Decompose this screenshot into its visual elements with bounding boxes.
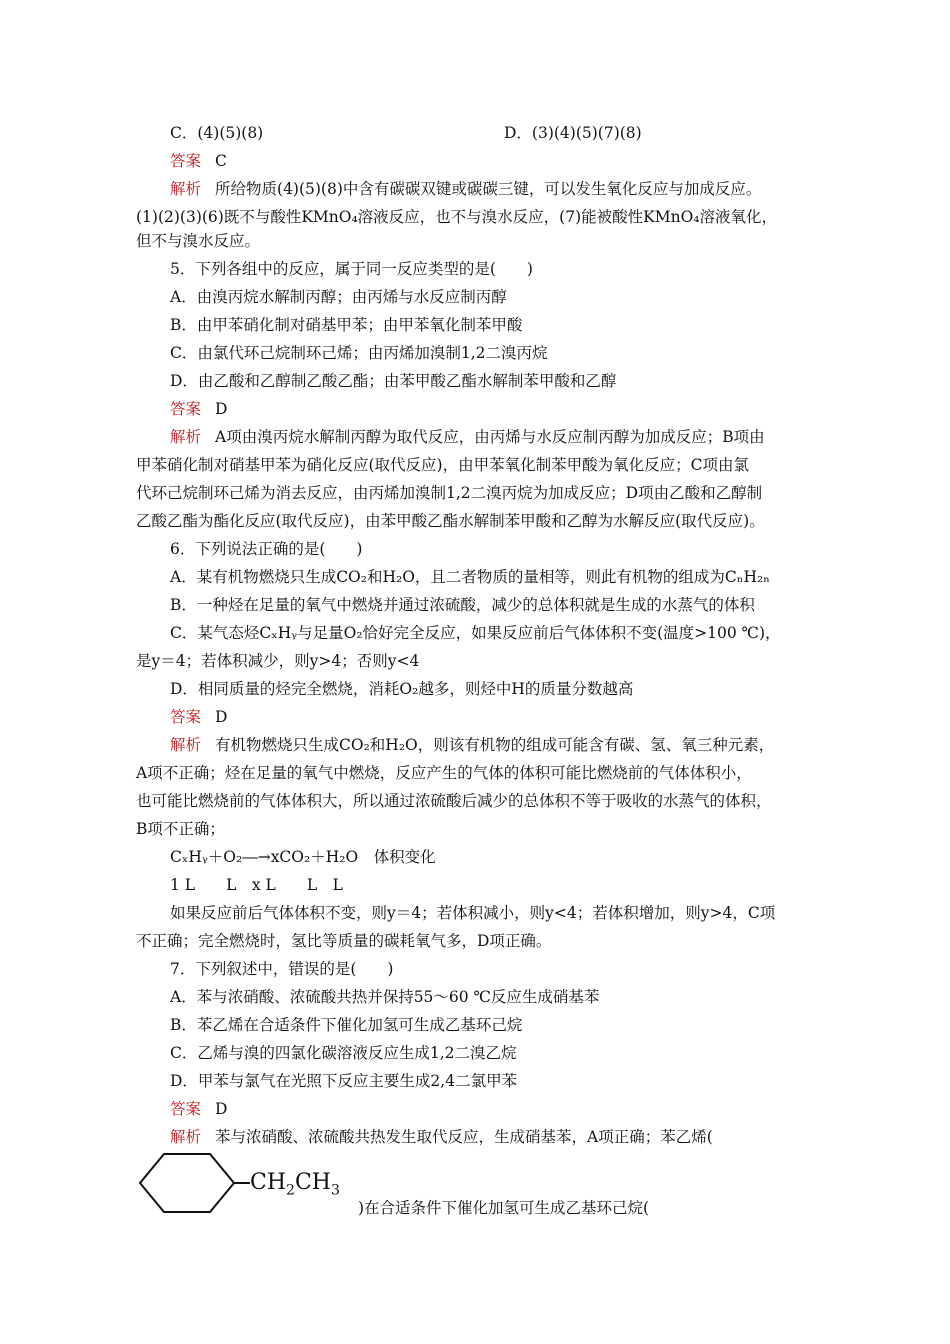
option-line: B．苯乙烯在合适条件下催化加氢可生成乙基环己烷 [170,1016,523,1034]
option-line: A．苯与浓硝酸、浓硫酸共热并保持55～60 ℃反应生成硝基苯 [170,988,600,1006]
continuation-line: 也可能比燃烧前的气体体积大，所以通过浓硫酸后减少的总体积不等于吸收的水蒸气的体积， [136,792,772,810]
option-line: C．由氯代环己烷制环己烯；由丙烯加溴制1,2二溴丙烷 [170,344,548,362]
question-line: 6．下列说法正确的是( ) [170,540,363,558]
answer-line [170,707,227,727]
analysis-tag: 解析 [170,1128,202,1146]
analysis-tag: 解析 [170,180,202,198]
option-line: D．相同质量的烃完全燃烧，消耗O₂越多，则烃中H的质量分数越高 [170,680,634,698]
continuation-line: (1)(2)(3)(6)既不与酸性KMnO₄溶液反应，也不与溴水反应，(7)能被酸性KMnO₄溶液氧化， [136,208,777,226]
option-line: A．某有机物燃烧只生成CO₂和H₂O，且二者物质的量相等，则此有机物的组成为CₙH₂ₙ [170,568,770,586]
answer-tag: 答案 [170,152,202,170]
analysis-tag: 解析 [170,428,202,446]
analysis-text: A项由溴丙烷水解制丙醇为取代反应，由丙烯与水反应制丙醇为加成反应；B项由 [215,428,765,446]
option-line: D．甲苯与氯气在光照下反应主要生成2,4二氯甲苯 [170,1072,518,1090]
option-d: D．(3)(4)(5)(7)(8) [504,124,642,142]
answer-value: D [215,708,228,726]
analysis-line [170,735,774,755]
option-line: D．由乙酸和乙醇制乙酸乙酯；由苯甲酸乙酯水解制苯甲酸和乙醇 [170,372,617,390]
question-line: 5．下列各组中的反应，属于同一反应类型的是( ) [170,260,533,278]
cyclohexane-ring-icon [138,1152,250,1214]
option-c: C．(4)(5)(8) [170,124,264,142]
analysis-text: 苯与浓硝酸、浓硫酸共热发生取代反应，生成硝基苯，A项正确；苯乙烯( [215,1128,713,1146]
option-line: C．乙烯与溴的四氯化碳溶液反应生成1,2二溴乙烷 [170,1044,517,1062]
analysis-line [170,179,761,199]
analysis-line [170,1127,713,1147]
continuation-line: 是y＝4；若体积减少，则y>4；否则y<4 [136,652,420,670]
option-line: B．由甲苯硝化制对硝基甲苯；由甲苯氧化制苯甲酸 [170,316,523,334]
answer-line [170,1099,227,1119]
option-line: 如果反应前后气体体积不变，则y＝4；若体积减小，则y<4；若体积增加，则y>4，C项 [170,904,776,922]
ch2-label: CH [250,1170,287,1195]
answer-line [170,151,227,171]
option-line: C．某气态烃CₓHᵧ与足量O₂恰好完全反应，如果反应前后气体体积不变(温度>100 ℃)， [170,624,781,642]
answer-tag: 答案 [170,1100,202,1118]
answer-value: C [215,152,227,170]
question-line: 7．下列叙述中，错误的是( ) [170,960,394,978]
answer-line [170,399,227,419]
continuation-line: 但不与溴水反应。 [136,232,261,250]
analysis-text: 所给物质(4)(5)(8)中含有碳碳双键或碳碳三键，可以发生氧化反应与加成反应。 [215,180,762,198]
continuation-line: B项不正确； [136,820,225,838]
answer-tag: 答案 [170,708,202,726]
analysis-tag: 解析 [170,736,202,754]
option-line: 1 L L x L L L [170,876,343,894]
ch3-label: CH [294,1170,331,1195]
option-line: CₓHᵧ＋O₂―→xCO₂＋H₂O 体积变化 [170,848,436,866]
continuation-line: 甲苯硝化制对硝基甲苯为硝化反应(取代反应)，由甲苯氧化制苯甲酸为氧化反应；C项由氯 [136,456,749,474]
option-line: B．一种烃在足量的氧气中燃烧并通过浓硫酸，减少的总体积就是生成的水蒸气的体积 [170,596,755,614]
ch3-subscript: 3 [330,1182,340,1199]
analysis-continuation: )在合适条件下催化加氢可生成乙基环己烷( [358,1199,650,1217]
answer-tag: 答案 [170,400,202,418]
continuation-line: 乙酸乙酯为酯化反应(取代反应)，由苯甲酸乙酯水解制苯甲酸和乙醇为水解反应(取代反应)。 [136,512,765,530]
answer-value: D [215,400,228,418]
option-line: A．由溴丙烷水解制丙醇；由丙烯与水反应制丙醇 [170,288,507,306]
analysis-line [170,427,765,447]
answer-value: D [215,1100,228,1118]
ethyl-group-formula [250,1170,340,1203]
options-row [170,123,642,143]
continuation-line: A项不正确；烃在足量的氧气中燃烧，反应产生的气体的体积可能比燃烧前的气体体积小， [136,764,752,782]
ch2-subscript: 2 [286,1182,295,1199]
continuation-line: 代环己烷制环己烯为消去反应，由丙烯加溴制1,2二溴丙烷为加成反应；D项由乙酸和乙醇制 [136,484,763,502]
analysis-text: 有机物燃烧只生成CO₂和H₂O，则该有机物的组成可能含有碳、氢、氧三种元素， [215,736,775,754]
continuation-line: 不正确；完全燃烧时，氢比等质量的碳耗氧气多，D项正确。 [136,932,552,950]
